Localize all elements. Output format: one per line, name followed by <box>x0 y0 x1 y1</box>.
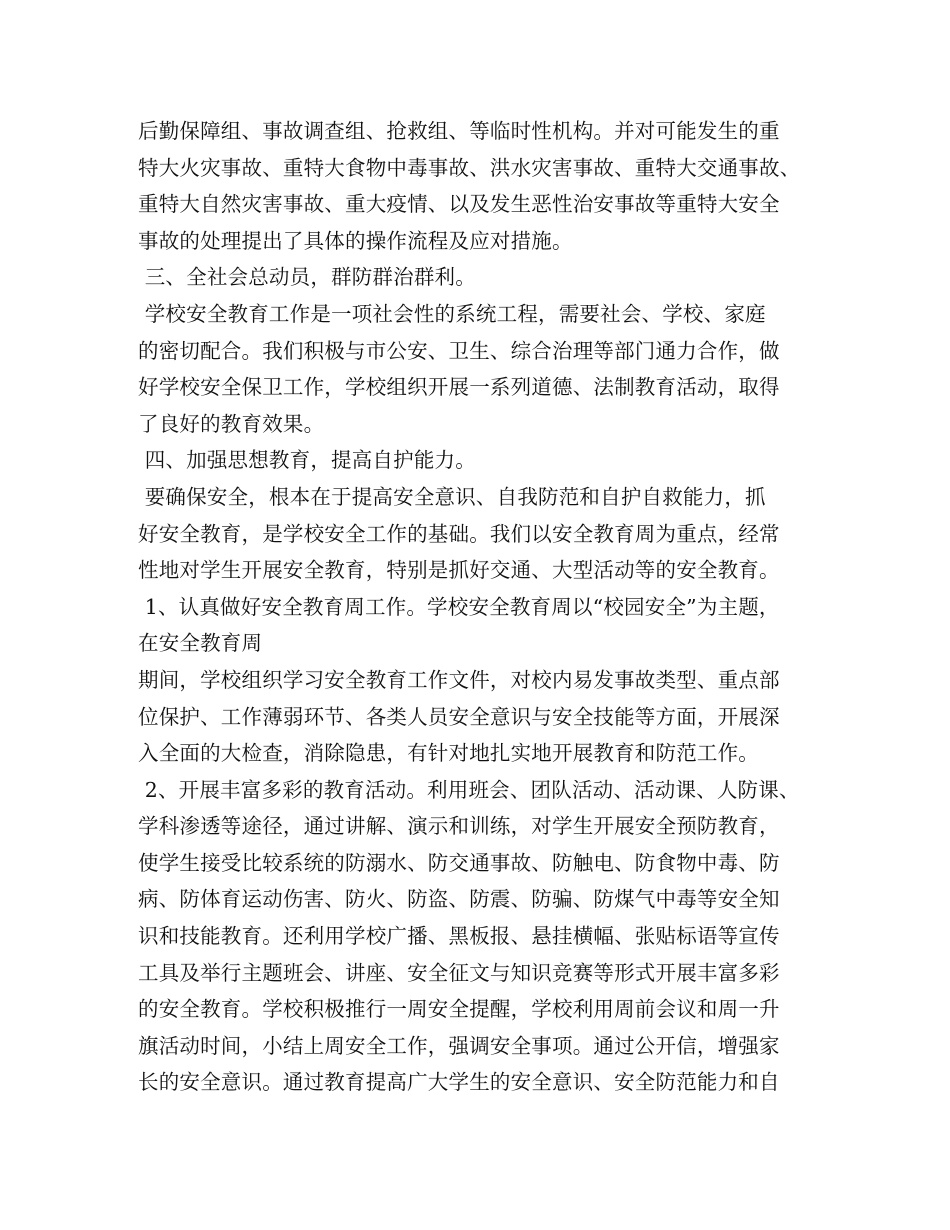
text-line: 入全面的大检查，消除隐患，有针对地扎实地开展教育和防范工作。 <box>138 741 759 766</box>
text-line: 学校安全教育工作是一项社会性的系统工程，需要社会、学校、家庭 <box>138 301 766 326</box>
text-line: 重特大自然灾害事故、重大疫情、以及发生恶性治安事故等重特大安全 <box>138 192 780 217</box>
document-body <box>138 113 828 1101</box>
section-heading: 三、全社会总动员，群防群治群利。 <box>138 265 476 290</box>
text-line: 使学生接受比较系统的防溺水、防交通事故、防触电、防食物中毒、防 <box>138 850 780 875</box>
text-line: 2、开展丰富多彩的教育活动。利用班会、团队活动、活动课、人防课、 <box>138 777 800 802</box>
text-line: 了良好的教育效果。 <box>138 411 325 436</box>
text-line: 事故的处理提出了具体的操作流程及应对措施。 <box>138 228 573 253</box>
text-line: 旗活动时间，小结上周安全工作，强调安全事项。通过公开信，增强家 <box>138 1033 780 1058</box>
text-line: 长的安全意识。通过教育提高广大学生的安全意识、安全防范能力和自 <box>138 1070 780 1095</box>
text-line: 后勤保障组、事故调查组、抢救组、等临时性机构。并对可能发生的重 <box>138 119 780 143</box>
text-line: 期间，学校组织学习安全教育工作文件，对校内易发事故类型、重点部 <box>138 667 780 692</box>
text-line: 好安全教育，是学校安全工作的基础。我们以安全教育周为重点，经常 <box>138 521 780 546</box>
text-line: 学科渗透等途径，通过讲解、演示和训练，对学生开展安全预防教育， <box>138 814 780 839</box>
section-heading: 四、加强思想教育，提高自护能力。 <box>138 448 476 473</box>
text-line: 的安全教育。学校积极推行一周安全提醒，学校利用周前会议和周一升 <box>138 997 780 1022</box>
text-line: 识和技能教育。还利用学校广播、黑板报、悬挂横幅、张贴标语等宣传 <box>138 924 780 949</box>
text-line: 工具及举行主题班会、讲座、安全征文与知识竞赛等形式开展丰富多彩 <box>138 960 780 985</box>
text-line: 病、防体育运动伤害、防火、防盗、防震、防骗、防煤气中毒等安全知 <box>138 887 780 912</box>
text-line: 1、认真做好安全教育周工作。学校安全教育周以“校园安全”为主题， <box>138 594 780 619</box>
text-line: 位保护、工作薄弱环节、各类人员安全意识与安全技能等方面，开展深 <box>138 704 780 729</box>
text-line: 要确保安全，根本在于提高安全意识、自我防范和自护自救能力，抓 <box>138 484 766 509</box>
text-line: 好学校安全保卫工作，学校组织开展一系列道德、法制教育活动，取得 <box>138 375 780 400</box>
text-line: 在安全教育周 <box>138 631 263 656</box>
text-line: 性地对学生开展安全教育，特别是抓好交通、大型活动等的安全教育。 <box>138 558 780 583</box>
text-line: 特大火灾事故、重特大食物中毒事故、洪水灾害事故、重特大交通事故、 <box>138 155 801 180</box>
text-line: 的密切配合。我们积极与市公安、卫生、综合治理等部门通力合作，做 <box>138 338 780 363</box>
